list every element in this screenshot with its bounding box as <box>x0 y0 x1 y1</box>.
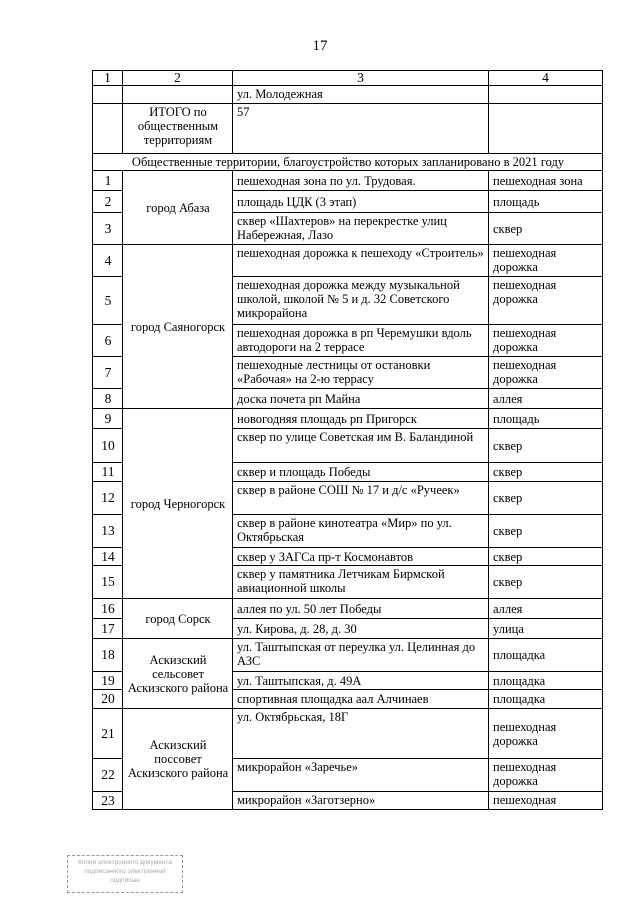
territory-name: микрорайон «Заготзерно» <box>233 792 489 810</box>
territory-name: пешеходная дорожка между музыкальной школой, школой № 5 и д. 32 Советского микрорайона <box>233 277 489 325</box>
improvement-type: сквер <box>489 566 603 599</box>
improvement-type: пешеходная дорожка <box>489 357 603 389</box>
improvement-type: улица <box>489 619 603 639</box>
territory-name: аллея по ул. 50 лет Победы <box>233 599 489 619</box>
row-number: 13 <box>93 515 123 548</box>
improvement-type: площадь <box>489 191 603 213</box>
improvement-type: площадка <box>489 639 603 672</box>
territory-name: сквер по улице Советская им В. Баландиной <box>233 429 489 463</box>
table-row <box>93 245 603 277</box>
territories-table <box>92 70 603 810</box>
section-row <box>93 154 603 171</box>
territory-name: спортивная площадка аал Алчинаев <box>233 690 489 709</box>
territory-name: сквер в районе кинотеатра «Мир» по ул. Октябрьская <box>233 515 489 548</box>
territory-name: ул. Таштыпская от переулка ул. Целинная до АЗС <box>233 639 489 672</box>
table-row <box>93 639 603 672</box>
section-title: Общественные территории, благоустройство которых запланировано в 2021 году <box>93 154 603 171</box>
territory-name: сквер в районе СОШ № 17 и д/с «Ручеек» <box>233 482 489 515</box>
improvement-type: площадка <box>489 690 603 709</box>
improvement-type: пешеходная дорожка <box>489 325 603 357</box>
territory-name: пешеходные лестницы от остановки «Рабочая» на 2-ю террасу <box>233 357 489 389</box>
row-number: 3 <box>93 213 123 245</box>
row-number: 12 <box>93 482 123 515</box>
row-number: 10 <box>93 429 123 463</box>
header-cell-3: 3 <box>233 71 489 86</box>
territory-name: сквер у памятника Летчикам Бирмской авиационной школы <box>233 566 489 599</box>
row-number: 20 <box>93 690 123 709</box>
improvement-type: сквер <box>489 463 603 482</box>
row-number: 18 <box>93 639 123 672</box>
signature-stamp: Копия электронного документа подписанного электронной подписью <box>67 855 183 893</box>
row-number: 22 <box>93 759 123 792</box>
territory-name: доска почета рп Майна <box>233 389 489 409</box>
row-number: 4 <box>93 245 123 277</box>
territory-name: сквер и площадь Победы <box>233 463 489 482</box>
region-sayanogorsk: город Саяногорск <box>123 245 233 409</box>
improvement-type: площадка <box>489 672 603 690</box>
row-number: 15 <box>93 566 123 599</box>
region-abaza: город Абаза <box>123 171 233 245</box>
improvement-type: сквер <box>489 515 603 548</box>
header-row <box>93 71 603 86</box>
continued-row <box>93 86 603 104</box>
table-row <box>93 709 603 759</box>
table-row <box>93 599 603 619</box>
row-number: 1 <box>93 171 123 191</box>
row-number: 6 <box>93 325 123 357</box>
total-row <box>93 104 603 154</box>
row-number: 2 <box>93 191 123 213</box>
header-cell-2: 2 <box>123 71 233 86</box>
row-number: 16 <box>93 599 123 619</box>
row-number: 17 <box>93 619 123 639</box>
row-number: 23 <box>93 792 123 810</box>
improvement-type: сквер <box>489 548 603 566</box>
row-number: 9 <box>93 409 123 429</box>
territory-name: пешеходная зона по ул. Трудовая. <box>233 171 489 191</box>
header-cell-1: 1 <box>93 71 123 86</box>
row-number: 21 <box>93 709 123 759</box>
territory-name: пешеходная дорожка в рп Черемушки вдоль автодороги на 2 террасе <box>233 325 489 357</box>
improvement-type: аллея <box>489 599 603 619</box>
row-number: 8 <box>93 389 123 409</box>
table-row <box>93 171 603 191</box>
continued-name: ул. Молодежная <box>233 86 489 104</box>
improvement-type: аллея <box>489 389 603 409</box>
improvement-type: пешеходная дорожка <box>489 759 603 792</box>
improvement-type: пешеходная дорожка <box>489 277 603 325</box>
territory-name: площадь ЦДК (3 этап) <box>233 191 489 213</box>
region-sorsk: город Сорск <box>123 599 233 639</box>
row-number: 5 <box>93 277 123 325</box>
table-row <box>93 409 603 429</box>
row-number: 14 <box>93 548 123 566</box>
territory-name: новогодняя площадь рп Пригорск <box>233 409 489 429</box>
improvement-type: пешеходная <box>489 792 603 810</box>
total-label: ИТОГО по общественным территориям <box>123 104 233 154</box>
header-cell-4: 4 <box>489 71 603 86</box>
territory-name: пешеходная дорожка к пешеходу «Строитель» <box>233 245 489 277</box>
row-number: 7 <box>93 357 123 389</box>
improvement-type: пешеходная зона <box>489 171 603 191</box>
territory-name: ул. Таштыпская, д. 49А <box>233 672 489 690</box>
region-askiz-possovet: Аскизский поссовет Аскизского района <box>123 709 233 810</box>
improvement-type: сквер <box>489 213 603 245</box>
improvement-type: пешеходная дорожка <box>489 709 603 759</box>
territory-name: сквер у ЗАГСа пр-т Космонавтов <box>233 548 489 566</box>
territory-name: сквер «Шахтеров» на перекрестке улиц Набережная, Лазо <box>233 213 489 245</box>
row-number: 11 <box>93 463 123 482</box>
improvement-type: площадь <box>489 409 603 429</box>
improvement-type: пешеходная дорожка <box>489 245 603 277</box>
territory-name: ул. Кирова, д. 28, д. 30 <box>233 619 489 639</box>
region-chernogorsk: город Черногорск <box>123 409 233 599</box>
improvement-type: сквер <box>489 429 603 463</box>
territory-name: ул. Октябрьская, 18Г <box>233 709 489 759</box>
improvement-type: сквер <box>489 482 603 515</box>
territory-name: микрорайон «Заречье» <box>233 759 489 792</box>
region-askiz-selsovet: Аскизский сельсовет Аскизского района <box>123 639 233 709</box>
total-value: 57 <box>233 104 489 154</box>
row-number: 19 <box>93 672 123 690</box>
page-number: 17 <box>312 38 328 54</box>
